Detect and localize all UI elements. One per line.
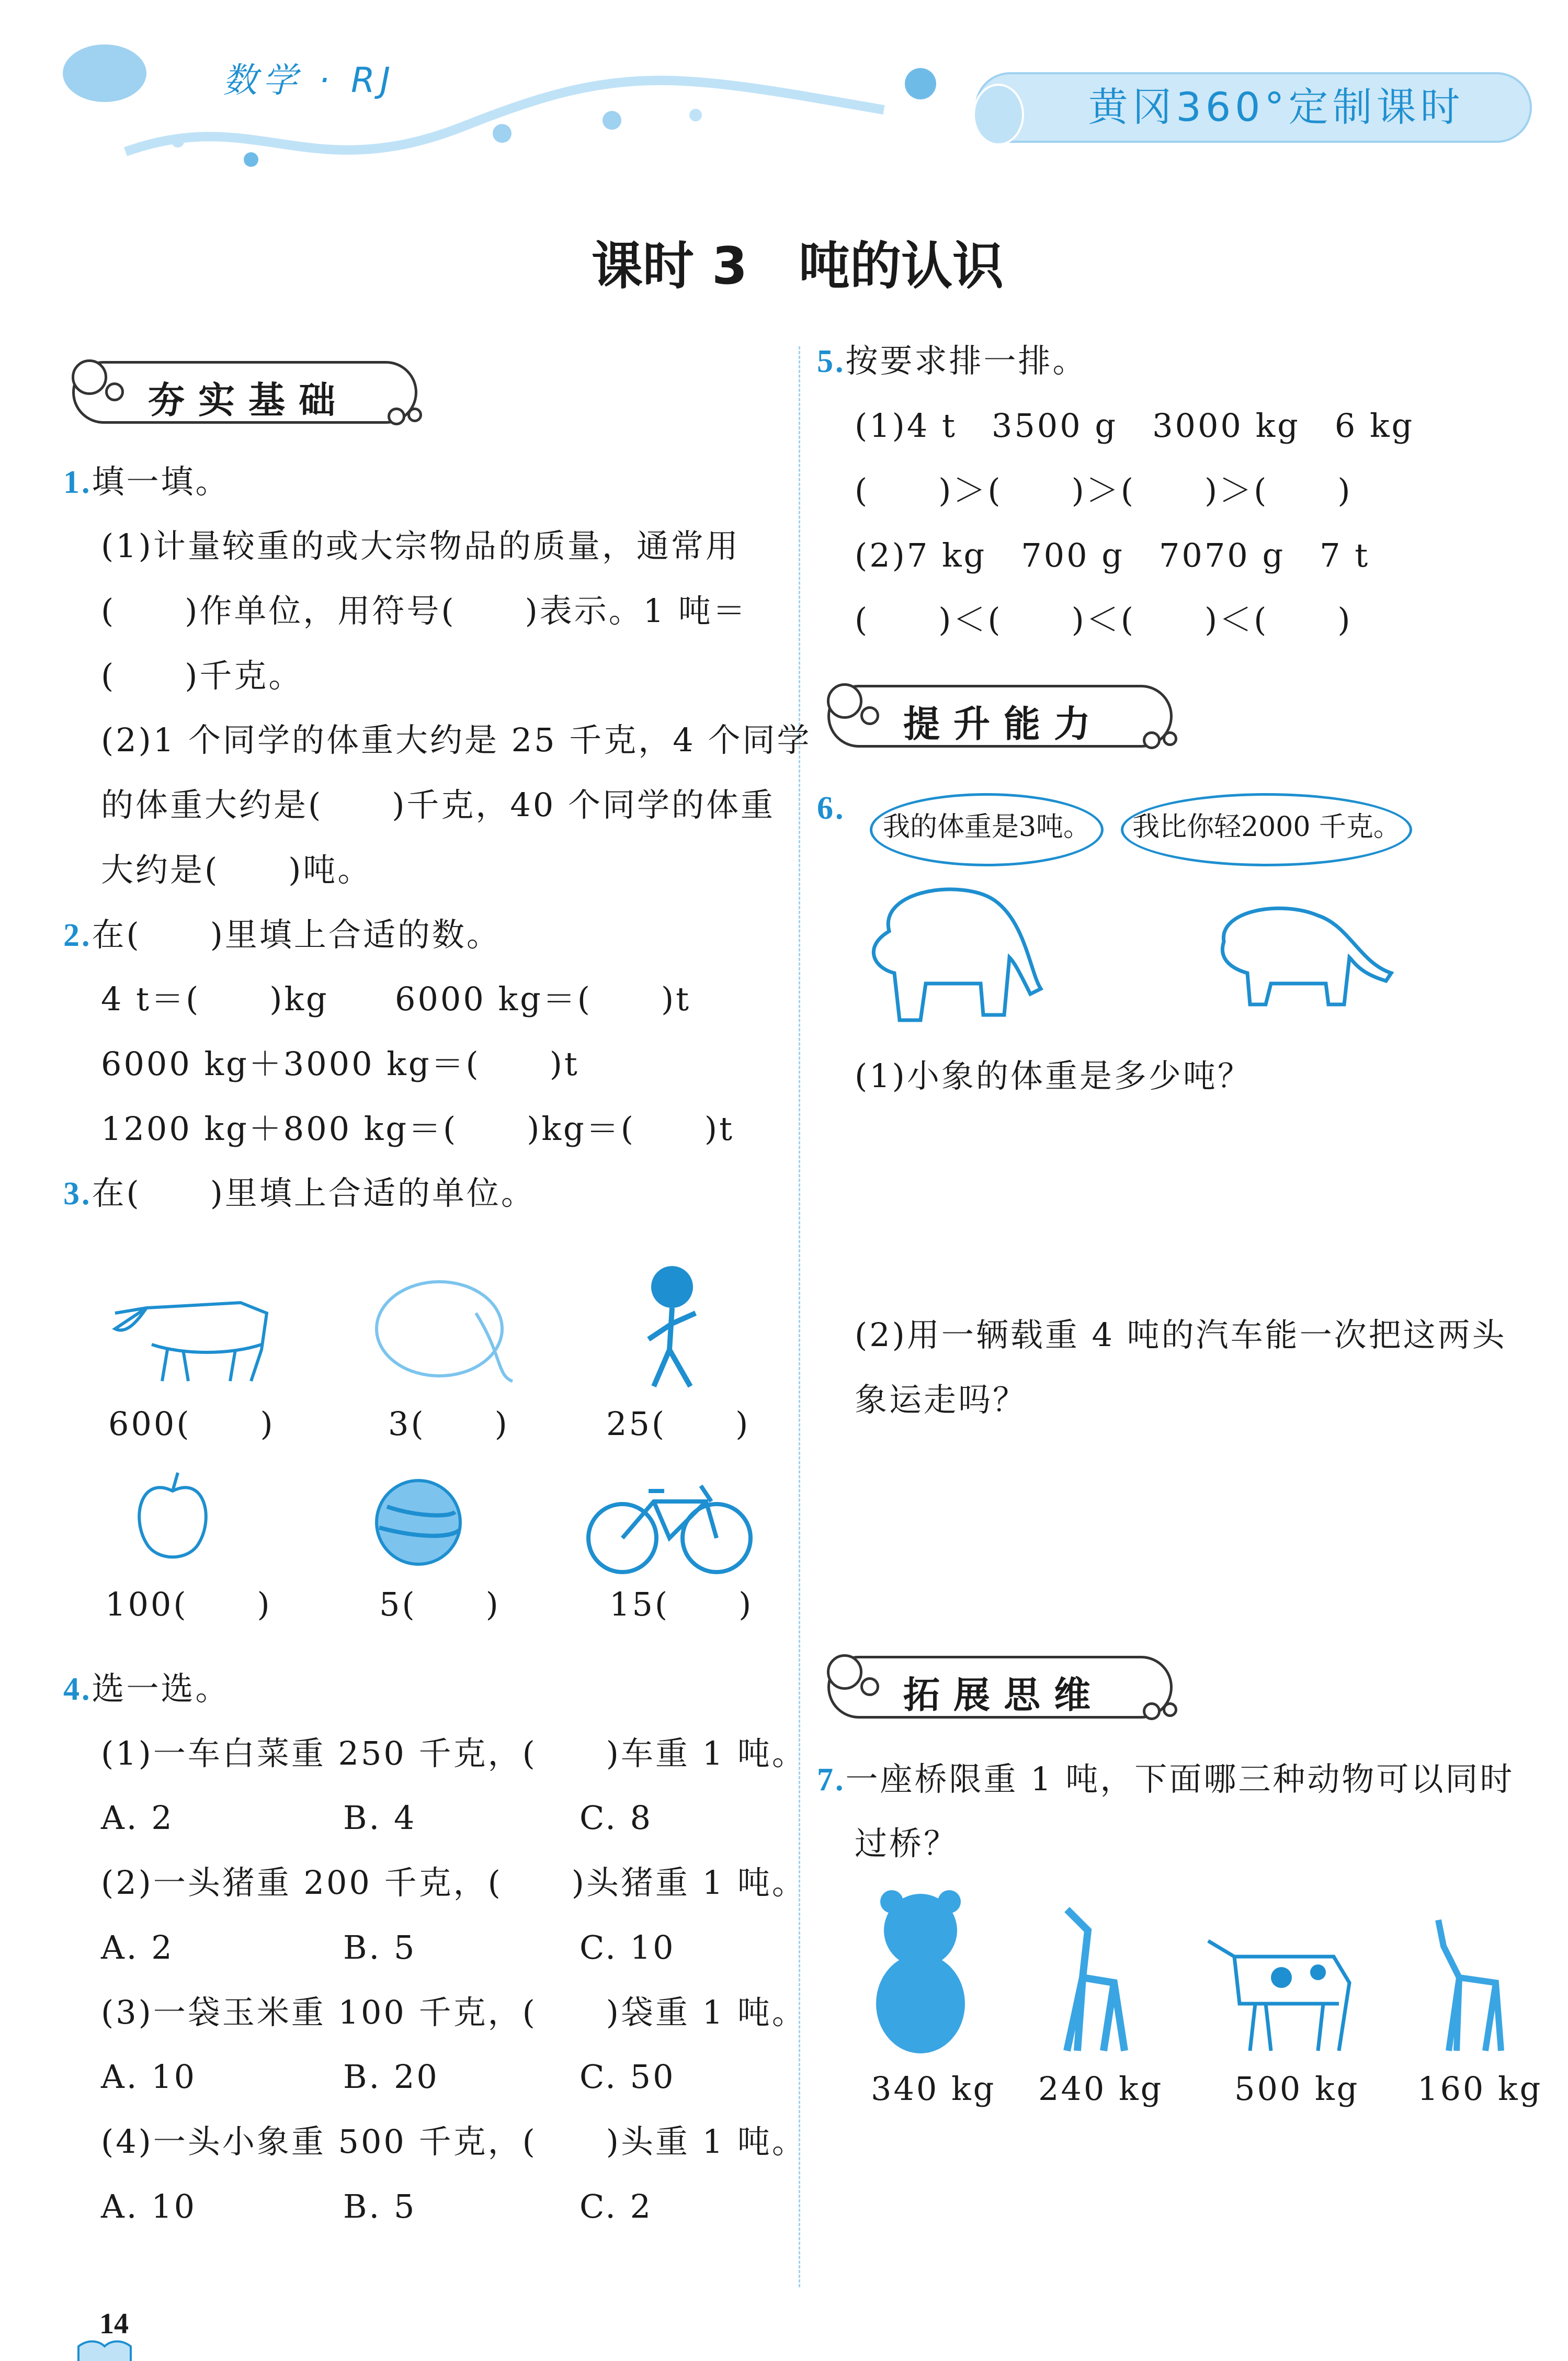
q2-line: 1200 kg＋800 kg＝( )kg＝( )t xyxy=(101,1110,734,1148)
q3-item: 100( ) xyxy=(105,1585,272,1623)
option-a: A. 10 xyxy=(101,2187,197,2226)
boy-icon xyxy=(633,1261,711,1397)
option-a: A. 10 xyxy=(101,2058,197,2096)
horse-icon xyxy=(1036,1899,1140,2056)
speech-bubble-big-elephant: 我的体重是3吨。 xyxy=(870,793,1104,866)
question-number: 4. xyxy=(63,1671,92,1707)
q6-sub1: (1)小象的体重是多少吨？ xyxy=(855,1057,1252,1095)
section-title: 拓展思维 xyxy=(903,1674,1104,1716)
option-b: B. 5 xyxy=(343,2187,417,2226)
q1-line: ( )千克。 xyxy=(101,657,303,695)
question-number: 7. xyxy=(817,1762,846,1798)
cow-spotted-icon xyxy=(1198,1915,1360,2056)
q3-item: 5( ) xyxy=(379,1585,501,1623)
subject-label: 数学 · RJ xyxy=(223,60,396,100)
q4-question: (3)一袋玉米重 100 千克，( )袋重 1 吨。 xyxy=(101,1993,806,2031)
q4-question: (1)一车白菜重 250 千克，( )车重 1 吨。 xyxy=(101,1734,806,1772)
q1-line: 大约是( )吨。 xyxy=(101,851,372,889)
question-number: 3. xyxy=(63,1176,92,1212)
lesson-title: 课时 3 吨的认识 xyxy=(591,236,1004,296)
section-title: 提升能力 xyxy=(903,703,1104,745)
q1-line: 的体重大约是( )千克，40 个同学的体重 xyxy=(101,786,775,824)
question-prompt: 选一选。 xyxy=(92,1669,230,1708)
book-icon xyxy=(73,2339,136,2361)
big-elephant-icon xyxy=(858,868,1051,1025)
q5-line: (1)4 t 3500 g 3000 kg 6 kg xyxy=(855,406,1415,445)
page-number: 14 xyxy=(99,2308,129,2340)
animal-weight-deer: 160 kg xyxy=(1417,2070,1543,2108)
section-badge-improve xyxy=(827,685,1173,748)
bear-icon xyxy=(868,1889,973,2056)
q3-item: 25( ) xyxy=(606,1405,751,1443)
section-title: 夯实基础 xyxy=(148,379,349,422)
q6-sub2: (2)用一辆载重 4 吨的汽车能一次把这两头 xyxy=(855,1316,1507,1354)
question-number: 2. xyxy=(63,918,92,953)
small-elephant-icon xyxy=(1203,895,1396,1015)
q5-line: ( )＜( )＜( )＜( ) xyxy=(855,601,1353,639)
question-number: 6. xyxy=(817,790,846,826)
q4-question: (4)一头小象重 500 千克，( )头重 1 吨。 xyxy=(101,2122,806,2161)
q1-line: (2)1 个同学的体重大约是 25 千克，4 个同学 xyxy=(101,721,812,759)
option-a: A. 2 xyxy=(101,1928,174,1967)
question-prompt: 按要求排一排。 xyxy=(845,342,1087,380)
q3-item: 15( ) xyxy=(609,1585,754,1623)
q2-line: 4 t＝( )kg xyxy=(101,980,329,1018)
q4-question: (2)一头猪重 200 千克，( )头猪重 1 吨。 xyxy=(101,1863,806,1902)
speech-bubble-small-elephant: 我比你轻2000 千克。 xyxy=(1121,793,1412,866)
option-b: B. 4 xyxy=(343,1799,417,1837)
watermelon-icon xyxy=(371,1475,492,1569)
series-title: 黄冈360°定制课时 xyxy=(1088,84,1464,130)
q7-line: 过桥？ xyxy=(855,1824,959,1862)
q6-sub2: 象运走吗？ xyxy=(855,1381,1028,1419)
q3-item: 600( ) xyxy=(108,1405,275,1443)
option-a: A. 2 xyxy=(101,1799,174,1837)
question-7 xyxy=(817,1758,1514,1801)
option-c: C. 8 xyxy=(580,1799,653,1837)
q1-line: ( )作单位，用符号( )表示。1 吨＝ xyxy=(101,592,747,630)
option-b: B. 20 xyxy=(343,2058,439,2096)
section-badge-basic xyxy=(72,361,417,424)
question-number: 5. xyxy=(817,344,846,379)
q1-line: (1)计量较重的或大宗物品的质量，通常用 xyxy=(101,527,740,565)
question-prompt: 在( )里填上合适的单位。 xyxy=(92,1174,536,1212)
cow-icon xyxy=(105,1276,282,1386)
section-badge-extend xyxy=(827,1656,1173,1719)
bird-swirl-decoration xyxy=(47,42,968,173)
option-c: C. 2 xyxy=(580,2187,653,2226)
bicycle-icon xyxy=(586,1475,753,1580)
q5-line: (2)7 kg 700 g 7070 g 7 t xyxy=(855,536,1370,574)
option-c: C. 50 xyxy=(580,2058,676,2096)
animal-weight-cow: 500 kg xyxy=(1234,2070,1360,2108)
option-b: B. 5 xyxy=(343,1928,417,1967)
question-5 xyxy=(817,340,1087,382)
question-number: 1. xyxy=(63,465,92,500)
question-prompt: 填一填。 xyxy=(92,462,230,501)
banner-circle-decoration xyxy=(973,84,1024,145)
question-4 xyxy=(63,1668,230,1710)
question-prompt: 一座桥限重 1 吨，下面哪三种动物可以同时 xyxy=(845,1760,1515,1798)
q5-line: ( )＞( )＞( )＞( ) xyxy=(855,471,1353,510)
question-1 xyxy=(63,461,230,503)
q2-line: 6000 kg＝( )t xyxy=(395,980,691,1018)
deer-icon xyxy=(1407,1915,1512,2056)
question-prompt: 在( )里填上合适的数。 xyxy=(92,916,501,954)
apple-icon xyxy=(131,1470,214,1564)
question-2 xyxy=(63,914,501,956)
animal-weight-bear: 340 kg xyxy=(871,2070,996,2108)
elephant-icon xyxy=(361,1261,518,1392)
q3-item: 3( ) xyxy=(388,1405,509,1443)
q2-line: 6000 kg＋3000 kg＝( )t xyxy=(101,1045,580,1083)
question-3 xyxy=(63,1172,536,1215)
option-c: C. 10 xyxy=(580,1928,676,1967)
animal-weight-horse: 240 kg xyxy=(1038,2070,1164,2108)
